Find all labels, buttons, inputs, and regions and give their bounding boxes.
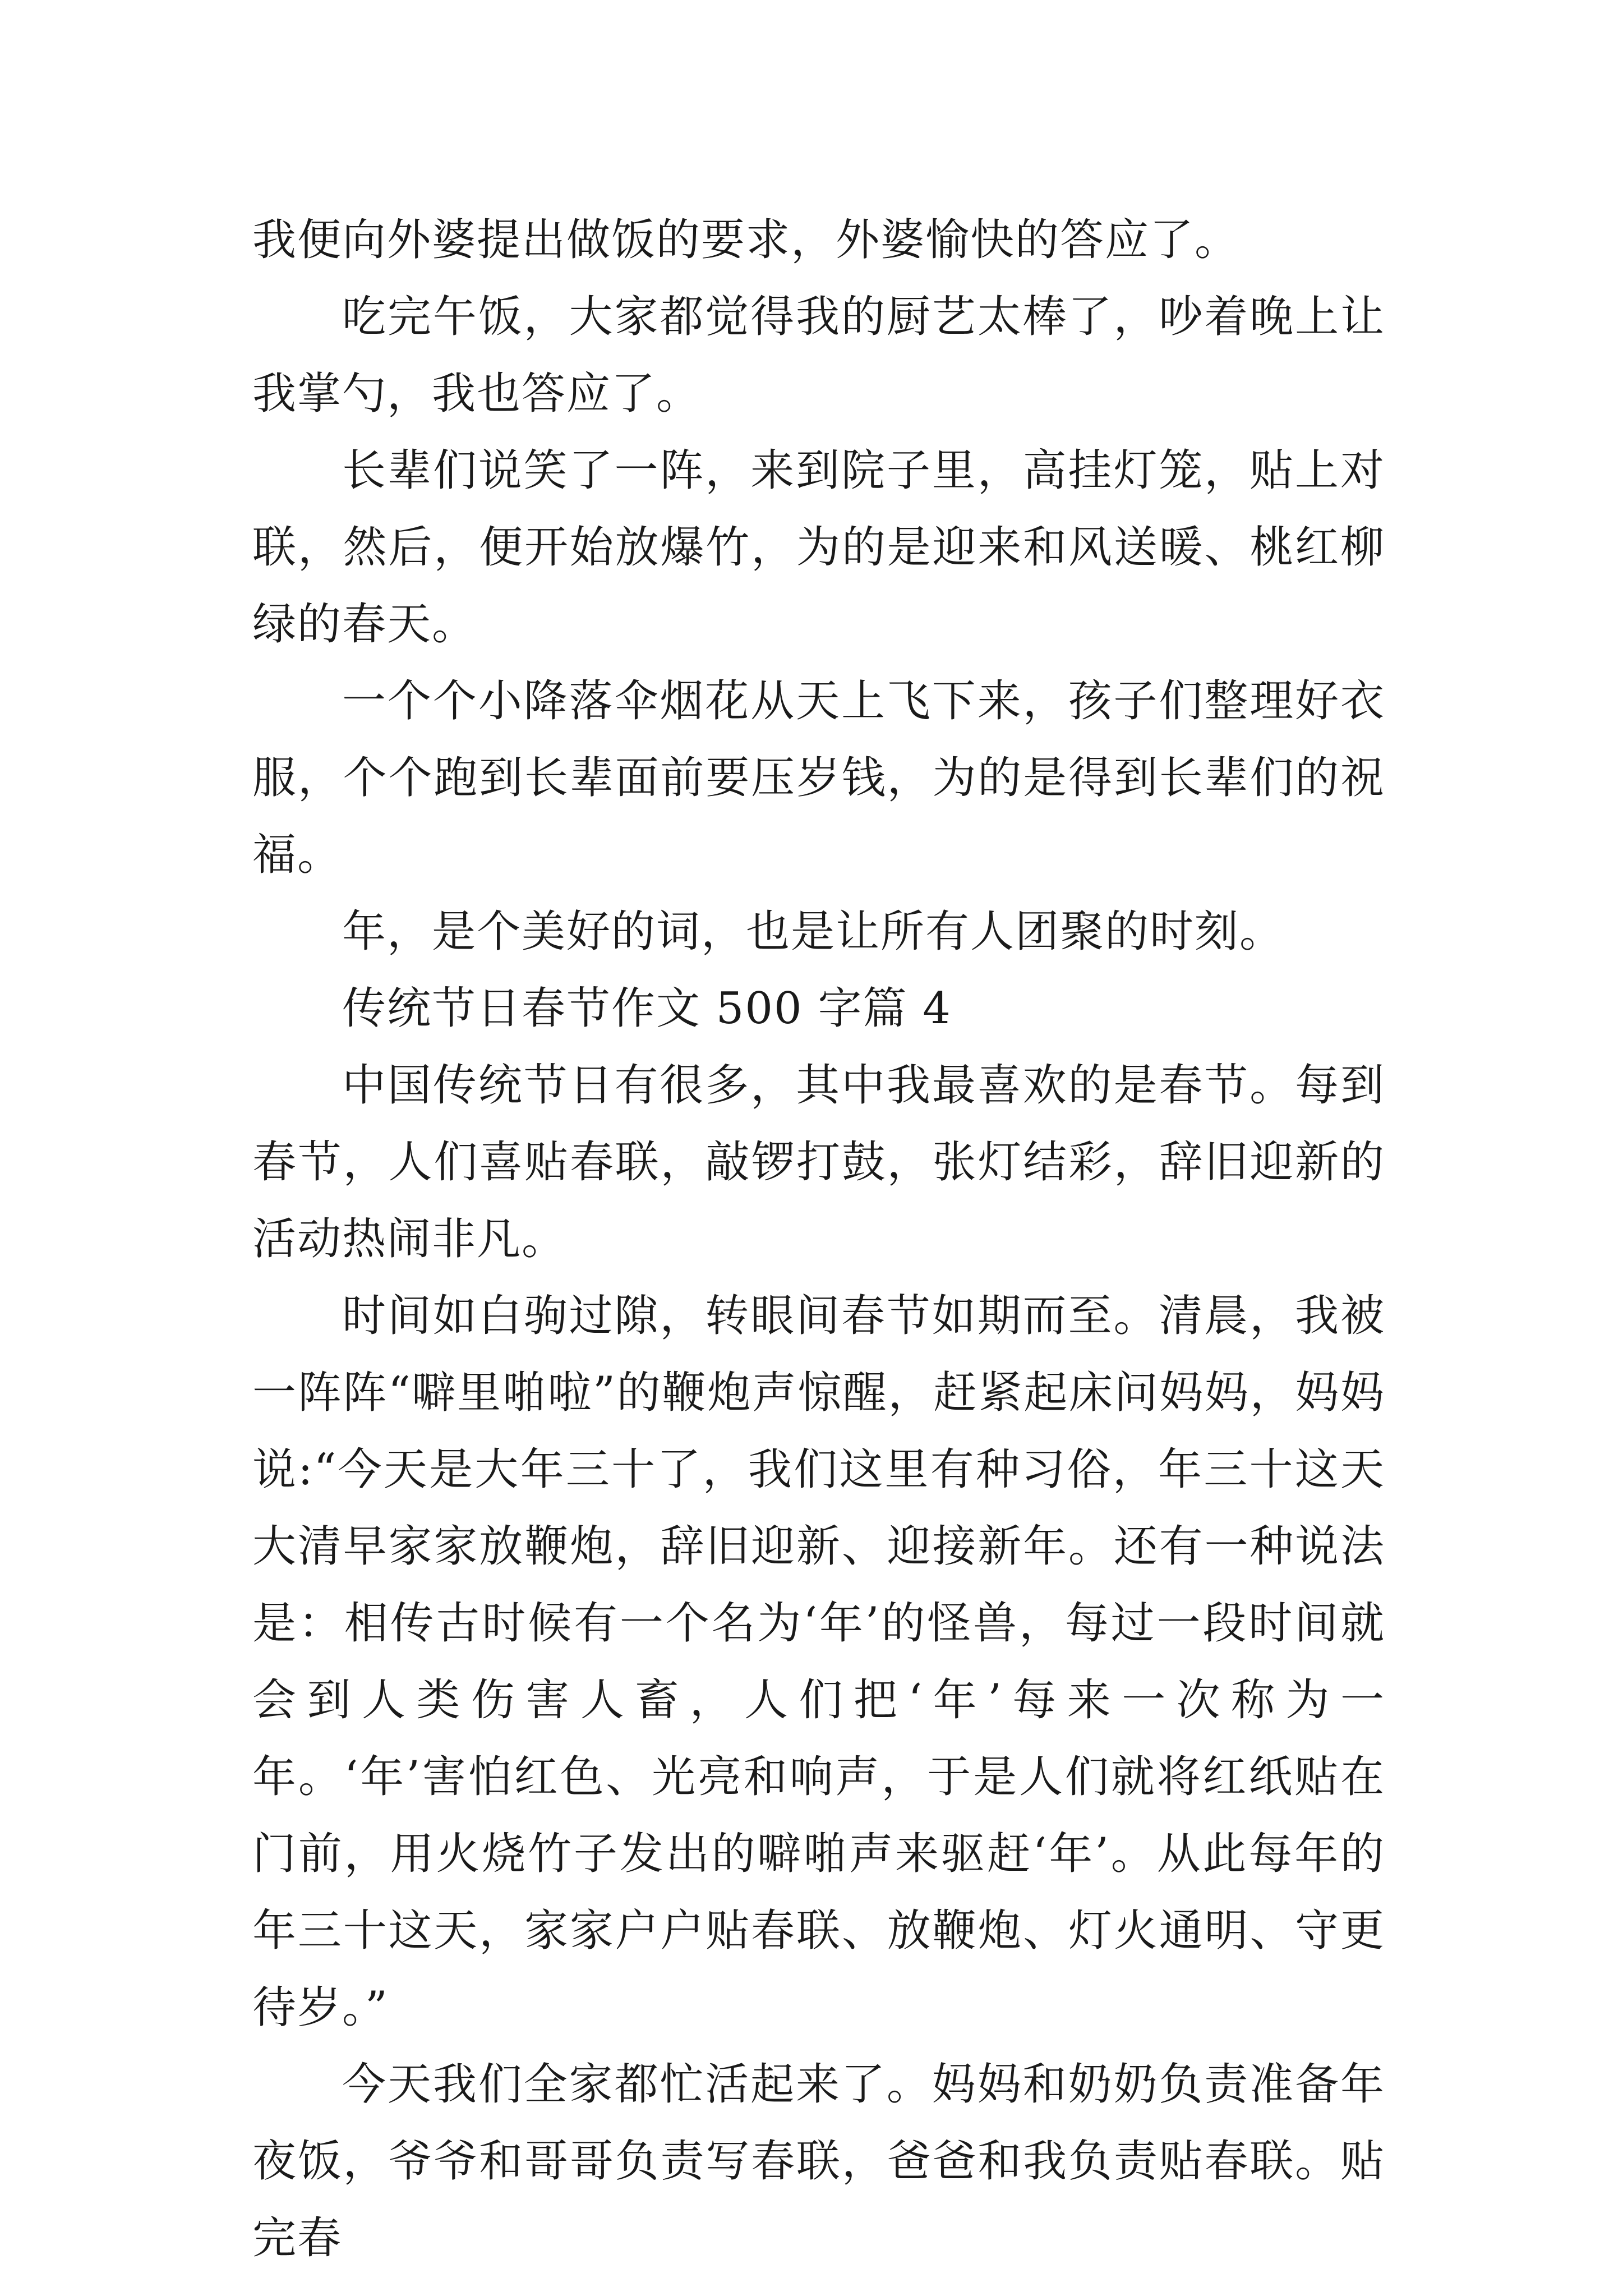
paragraph-continuation: 我便向外婆提出做饭的要求，外婆愉快的答应了。 (252, 215, 1240, 265)
document-body (252, 202, 1385, 2277)
paragraph: 长辈们说笑了一阵，来到院子里，高挂灯笼，贴上对联，然后，便开始放爆竹，为的是迎来和风送暖、桃红柳绿的春天。 (252, 445, 1385, 650)
section-heading: 传统节日春节作文 500 字篇 4 (342, 983, 952, 1034)
paragraph: 今天我们全家都忙活起来了。妈妈和奶奶负责准备年夜饭，爷爷和哥哥负责写春联，爸爸和我负责贴春联。贴完春 (252, 2059, 1385, 2263)
paragraph: 吃完午饭，大家都觉得我的厨艺太棒了，吵着晚上让我掌勺，我也答应了。 (252, 292, 1385, 419)
paragraph: 年，是个美好的词，也是让所有人团聚的时刻。 (342, 907, 1285, 957)
paragraph: 中国传统节日有很多，其中我最喜欢的是春节。每到春节，人们喜贴春联，敲锣打鼓，张灯结彩，辞旧迎新的活动热闹非凡。 (252, 1060, 1385, 1264)
paragraph: 时间如白驹过隙，转眼间春节如期而至。清晨，我被一阵阵“噼里啪啦”的鞭炮声惊醒，赶紧起床问妈妈，妈妈说:“今天是大年三十了，我们这里有种习俗，年三十这天大清早家家放鞭炮，辞旧迎新、迎接新年。还有一种说法是：相传古时候有一个名为‘年’的怪兽，每过一段时间就会到人类伤害人畜，人们把‘年’每来一次称为一年。‘年’害怕红色、光亮和响声，于是人们就将红纸贴在门前，用火烧竹子发出的噼啪声来驱赶‘年’。从此每年的年三十这天，家家户户贴春联、放鞭炮、灯火通明、守更待岁。” (252, 1291, 1385, 2033)
paragraph: 一个个小降落伞烟花从天上飞下来，孩子们整理好衣服，个个跑到长辈面前要压岁钱，为的是得到长辈们的祝福。 (252, 676, 1385, 880)
